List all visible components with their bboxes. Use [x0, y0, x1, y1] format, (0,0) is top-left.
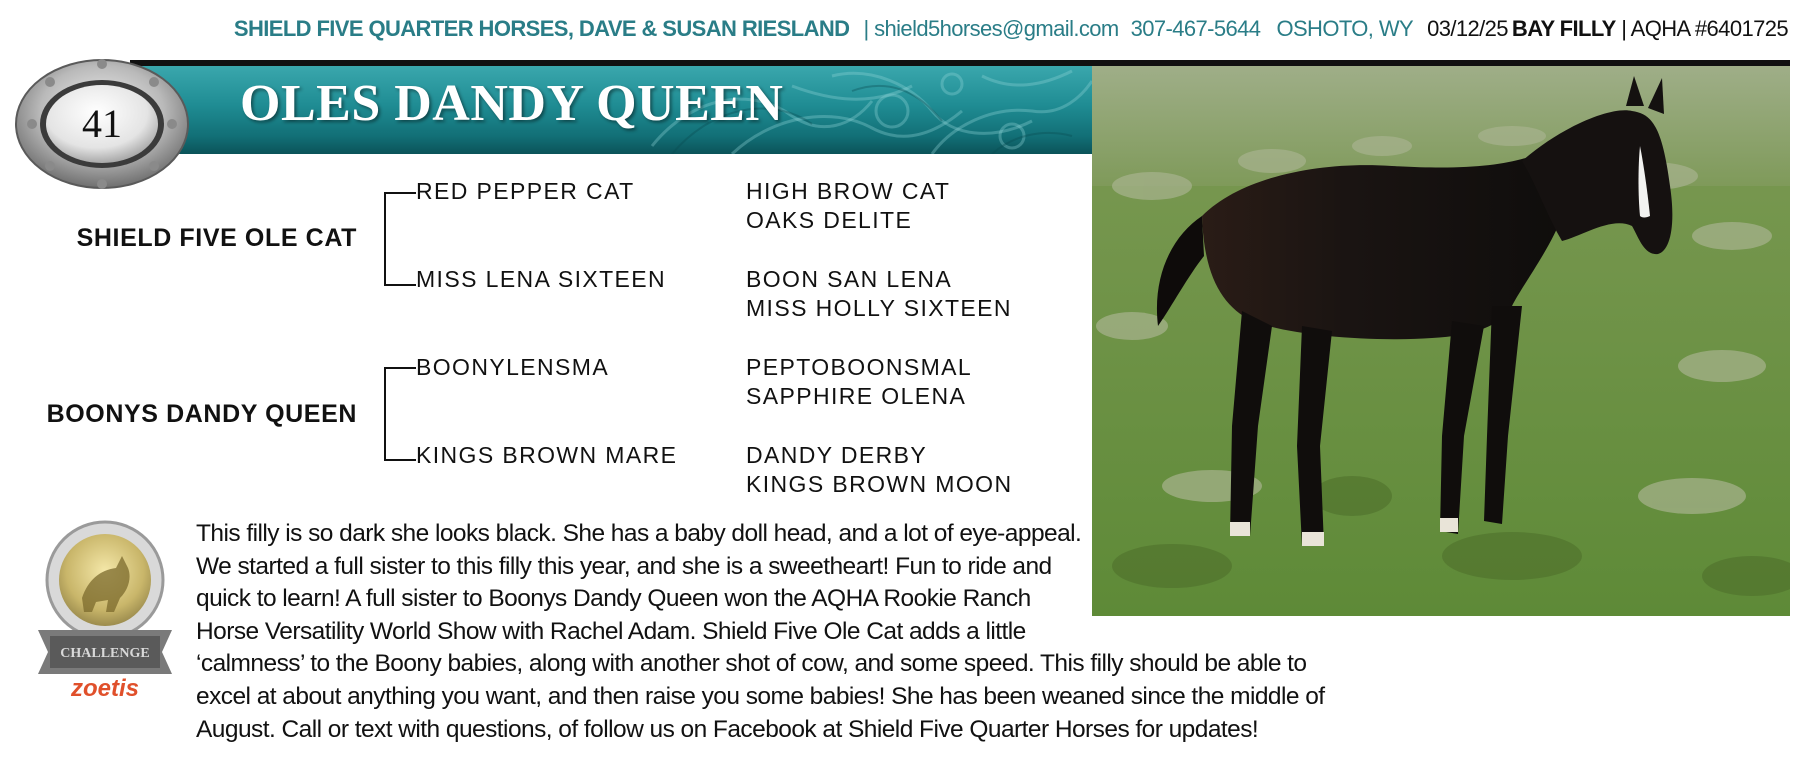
sire-sire: RED PEPPER CAT: [416, 178, 635, 204]
farm-name: SHIELD FIVE QUARTER HORSES, DAVE & SUSAN RIESLAND: [233, 16, 850, 41]
sire-bracket: [384, 192, 416, 286]
description-line: excel at about anything you want, and then raise you some babies! She has been weaned since the middle of: [196, 682, 1325, 710]
gen3-dam-dam-sire: DANDY DERBY: [746, 442, 928, 468]
horse-info: [1512, 16, 1788, 42]
separator-glyph: |: [863, 16, 869, 41]
foaling-date: 03/12/25: [1427, 16, 1508, 41]
title-banner: [132, 66, 1092, 154]
lot-number: 41: [82, 101, 122, 146]
sire-name: SHIELD FIVE OLE CAT: [76, 224, 357, 252]
phone-number: 307-467-5644: [1130, 16, 1261, 41]
horse-name: OLES DANDY QUEEN: [240, 75, 784, 132]
consignor-header: [234, 12, 1788, 46]
gen3-dam-sire-dam: SAPPHIRE OLENA: [746, 383, 967, 409]
sex-color: BAY FILLY: [1511, 16, 1616, 41]
registration-number: | AQHA #6401725: [1621, 16, 1788, 41]
description-line: quick to learn! A full sister to Boonys Dandy Queen won the AQHA Rookie Ranch: [196, 585, 1031, 613]
horse-description: [196, 518, 1336, 746]
gen3-dam-sire-sire: PEPTOBOONSMAL: [746, 354, 973, 380]
dam-sire: BOONYLENSMA: [416, 354, 610, 380]
gen3-dam-dam-dam: KINGS BROWN MOON: [746, 471, 1013, 497]
gen3-sire-dam-dam: MISS HOLLY SIXTEEN: [746, 295, 1012, 321]
description-line: ‘calmness’ to the Boony babies, along with another shot of cow, and some speed. This filly should be able to: [196, 650, 1307, 678]
contact-group: [863, 16, 1788, 42]
gen3-sire-sire-dam: OAKS DELITE: [746, 207, 913, 233]
description-line: Horse Versatility World Show with Rachel Adam. Shield Five Ole Cat adds a little: [196, 617, 1026, 645]
gen3-sire-sire-sire: HIGH BROW CAT: [746, 178, 951, 204]
gen3-sire-dam-sire: BOON SAN LENA: [746, 266, 953, 292]
badge-ribbon-text: CHALLENGE: [60, 646, 150, 661]
header-separator: [863, 16, 1118, 42]
lot-number-medallion: [14, 58, 190, 190]
challenge-horse-logo-icon: [30, 520, 180, 700]
description-line: August. Call or text with questions, of follow us on Facebook at Shield Five Quarter Horses for updates!: [196, 715, 1259, 743]
description-line: We started a full sister to this filly this year, and she is a sweetheart! Fun to ride and: [196, 552, 1052, 580]
sire-dam: MISS LENA SIXTEEN: [416, 266, 667, 292]
zoetis-challenge-badge: [30, 520, 180, 700]
location: OSHOTO, WY: [1276, 16, 1414, 41]
dam-dam: KINGS BROWN MARE: [416, 442, 678, 468]
email-link[interactable]: shield5horses@gmail.com: [874, 16, 1119, 41]
zoetis-logo: zoetis: [70, 675, 140, 700]
dam-bracket: [384, 367, 416, 461]
description-line: This filly is so dark she looks black. She has a baby doll head, and a lot of eye-appeal.: [196, 520, 1082, 547]
dam-name: BOONYS DANDY QUEEN: [46, 400, 357, 428]
